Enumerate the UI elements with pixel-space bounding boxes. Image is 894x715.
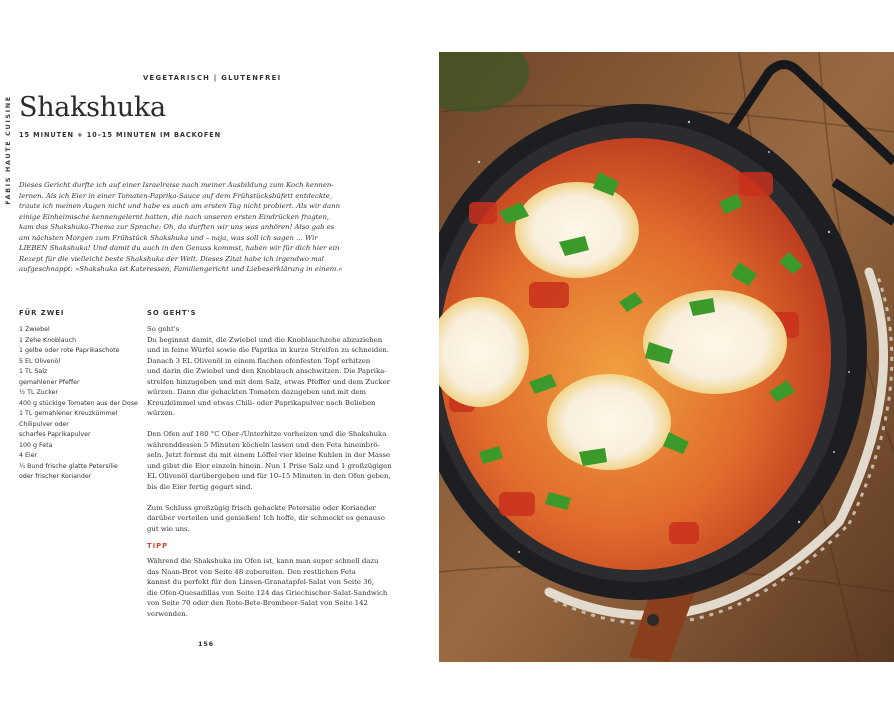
step-line: streifen hinzugeben und mit dem Salz, etwas Pfeffer und dem Zucker (147, 377, 390, 386)
tip-text (147, 556, 407, 619)
step-paragraph (147, 429, 407, 492)
intro-line: am nächsten Morgen zum Frühstück Shakshuka und – naja, was soll ich sagen … Wir (19, 233, 318, 242)
step-line: bis die Eier fertig gegart sind. (147, 482, 253, 491)
step-line: Den Ofen auf 180 °C Ober-/Unterhitze vorheizen und die Shakshuka (147, 430, 387, 438)
tip-line: das Naan-Brot von Seite 48 zubereiten. Den restlichen Feta (147, 567, 356, 576)
tip-line: von Seite 70 oder den Rote-Bete-Brombeer-Salat von Seite 142 (147, 599, 368, 607)
step-paragraph (147, 503, 407, 535)
ingredient-item: 1 TL Salz (19, 368, 48, 375)
tip-line: kannst du perfekt für den Linsen-Granatapfel-Salat von Seite 36, (147, 578, 375, 586)
step-line: EL Olivenöl darübergeben und für 10–15 Minuten in den Ofen geben, (147, 472, 391, 480)
step-line: darüber verteilen und genießen! Ich hoffe, dir schmeckt es genauso (147, 514, 385, 522)
ingredient-item: 1 TL gemahlener Kreuzkümmel (19, 410, 118, 417)
intro-line: kam das Shakshuka-Thema zur Sprache: Oh, da durften wir uns was anhören! Also gab es (19, 223, 335, 231)
tip-line: Während die Shakshuka im Ofen ist, kann man super schnell dazu (147, 557, 379, 565)
step-line: Danach 3 EL Olivenöl in einem flachen ofenfesten Topf erhitzen (147, 356, 371, 365)
recipe-title: Shakshuka (19, 92, 166, 123)
ingredient-item: 4 Eier (19, 452, 38, 459)
ingredient-item: Chilipulver oder (19, 420, 69, 428)
step-line: Zum Schluss großzügig frisch gehackte Petersilie oder Koriander (147, 503, 376, 512)
step-line: währenddessen 5 Minuten köcheln lassen und den Feta hineinbrö- (147, 440, 380, 449)
ingredient-item: 1 Zehe Knoblauch (19, 336, 77, 344)
tip-heading: TIPP (147, 542, 169, 550)
intro-line: aufgeschnappt: »Shakshuka ist Kateressen, Familiengericht und Liebeserklärung in einem.« (19, 265, 343, 273)
intro-line: einige Einheimische kennengelernt hatten, die nach unseren ersten Eindrücken fragten, (19, 212, 330, 221)
intro-line: LIEBEN Shakshuka! Und damit du auch in den Genuss kommst, haben wir für dich hier ein (19, 244, 340, 252)
step-line: Du beginnst damit, die Zwiebel und die Knoblauchzehe abzuziehen (147, 335, 383, 344)
step-line: und gibst die Eier einzeln hinein. Nun 1 Prise Salz und 1 großzügigen (147, 461, 392, 470)
recipe-category: VEGETARISCH | GLUTENFREI (143, 74, 282, 82)
step-paragraph (147, 324, 407, 419)
step-line: und darin die Zwiebel und den Knoblauch anschwitzen. Die Paprika- (147, 367, 387, 375)
step-line: und in feine Würfel sowie die Paprika in kurze Streifen zu schneiden. (147, 346, 390, 354)
ingredient-item: scharfes Paprikapulver (19, 431, 91, 438)
step-line: So geht's (147, 325, 180, 333)
step-line: würzen. (147, 409, 175, 417)
page-number: 156 (198, 640, 214, 648)
ingredient-item: 100 g Feta (19, 441, 53, 449)
intro-line: lernen. Als ich Eier in einer Tomaten-Paprika-Sauce auf dem Frühstücksbüfett entdeckte, (19, 191, 333, 200)
tip-line: verwenden. (147, 609, 188, 618)
ingredient-item: 5 EL Olivenöl (19, 357, 61, 365)
intro-line: Rezept für die vielleicht beste Shakshuka der Welt. Dieses Zitat habe ich irgendwo mal (19, 254, 324, 263)
step-line: gut wie uns. (147, 524, 190, 533)
ingredient-item: 1 Zwiebel (19, 326, 50, 333)
shakshuka-pan-photo (439, 52, 894, 662)
step-line: seln. Jetzt formst du mit einem Löffel vier kleine Kuhlen in der Masse (147, 451, 391, 459)
ingredient-item: ½ TL Zucker (19, 389, 59, 396)
tip-line: die Ofen-Quesadillas von Seite 124 das Griechischer-Salat-Sandwich (147, 588, 388, 597)
step-line: Kreuzkümmel und etwas Chili- oder Paprikapulver nach Belieben (147, 398, 376, 407)
book-side-label: FABIS HAUTE CUISINE (4, 95, 12, 205)
ingredient-item: 1 gelbe oder rote Paprikaschote (19, 347, 120, 354)
ingredient-item: oder frischer Koriander (19, 473, 92, 480)
recipe-intro (19, 180, 369, 275)
ingredients-list (19, 325, 141, 483)
recipe-time: 15 MINUTEN + 10–15 MINUTEN IM BACKOFEN (19, 131, 222, 139)
recipe-steps (147, 324, 407, 545)
ingredients-heading: FÜR ZWEI (19, 309, 65, 317)
ingredient-item: ¼ Bund frische glatte Petersilie (19, 462, 118, 470)
step-line: würzen. Dann die gehackten Tomaten dazugeben und mit dem (147, 388, 366, 396)
ingredient-item: 400 g stückige Tomaten aus der Dose (19, 399, 138, 407)
intro-line: traute ich meinen Augen nicht und habe es auch am ersten Tag nicht probiert. Als wir dann (19, 202, 341, 210)
intro-line: Dieses Gericht durfte ich auf einer Israelreise nach meiner Ausbildung zum Koch kennen- (19, 181, 334, 189)
steps-heading: SO GEHT'S (147, 309, 197, 317)
ingredient-item: gemahlener Pfeffer (19, 378, 80, 386)
